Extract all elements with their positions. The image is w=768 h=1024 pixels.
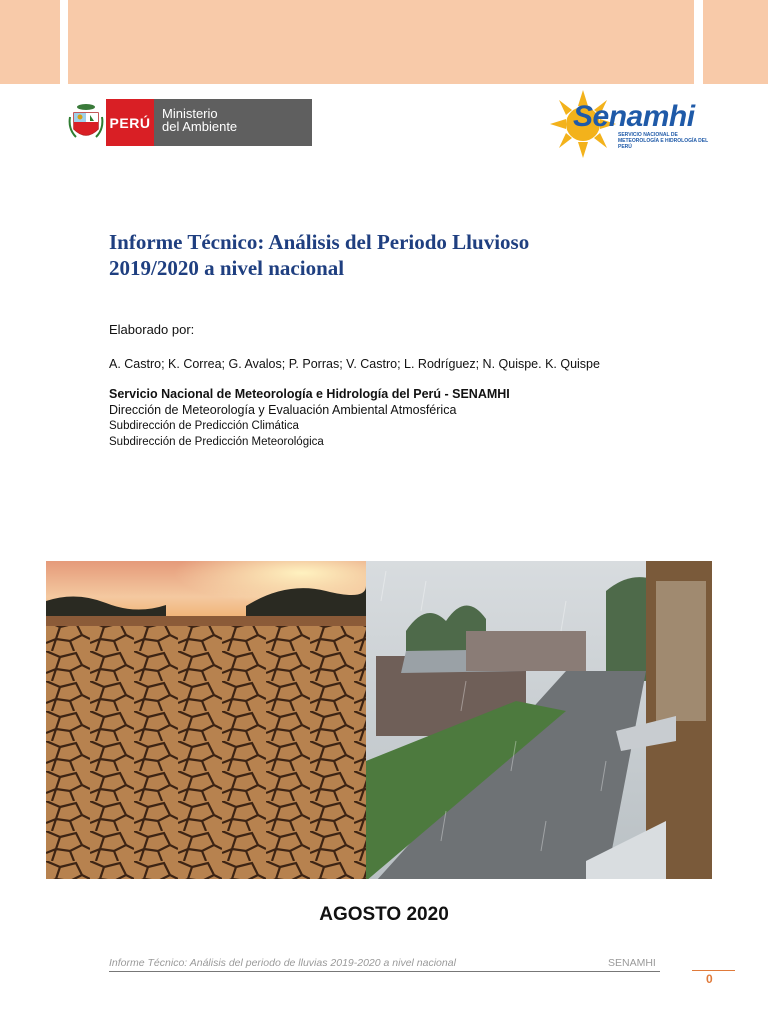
subdirection-weather: Subdirección de Predicción Meteorológica bbox=[109, 436, 324, 448]
direction-name: Dirección de Meteorología y Evaluación Ambiental Atmosférica bbox=[109, 403, 457, 417]
organization-name: Servicio Nacional de Meteorología e Hidrología del Perú - SENAMHI bbox=[109, 387, 510, 401]
prepared-by-label: Elaborado por: bbox=[109, 322, 195, 337]
footer-agency: SENAMHI bbox=[608, 957, 656, 969]
cover-photo-drought-rain bbox=[46, 561, 712, 879]
document-title bbox=[109, 229, 629, 281]
page-number-rule bbox=[692, 970, 735, 971]
subdirection-climate: Subdirección de Predicción Climática bbox=[109, 420, 299, 432]
publication-date: AGOSTO 2020 bbox=[319, 904, 449, 925]
ministerio-ambiente-logo bbox=[66, 99, 312, 146]
organization-block bbox=[109, 386, 510, 450]
document-title-line2: 2019/2020 a nivel nacional bbox=[109, 256, 345, 280]
authors-list: A. Castro; K. Correa; G. Avalos; P. Porras; V. Castro; L. Rodríguez; N. Quispe. K. Quispe bbox=[109, 357, 600, 371]
header-band-left bbox=[0, 0, 60, 84]
ministry-label-line1: Ministerio bbox=[162, 106, 218, 121]
senamhi-subtitle: SERVICIO NACIONAL DE METEOROLOGÍA E HIDROLOGÍA DEL PERÚ bbox=[618, 132, 709, 150]
peru-label: PERÚ bbox=[106, 99, 154, 146]
document-title-line1: Informe Técnico: Análisis del Periodo Lluvioso bbox=[109, 230, 530, 254]
footer-running-title: Informe Técnico: Análisis del periodo de lluvias 2019-2020 a nivel nacional bbox=[109, 957, 456, 969]
senamhi-logo bbox=[550, 88, 715, 160]
header-band-center bbox=[68, 0, 694, 84]
footer-rule bbox=[109, 971, 660, 972]
ministry-label-line2: del Ambiente bbox=[162, 119, 238, 134]
senamhi-wordmark: Senamhi bbox=[573, 100, 695, 133]
page-number: 0 bbox=[706, 972, 713, 986]
header-band-right bbox=[703, 0, 768, 84]
peru-coat-of-arms-icon bbox=[66, 99, 106, 146]
ministry-label bbox=[154, 99, 312, 146]
